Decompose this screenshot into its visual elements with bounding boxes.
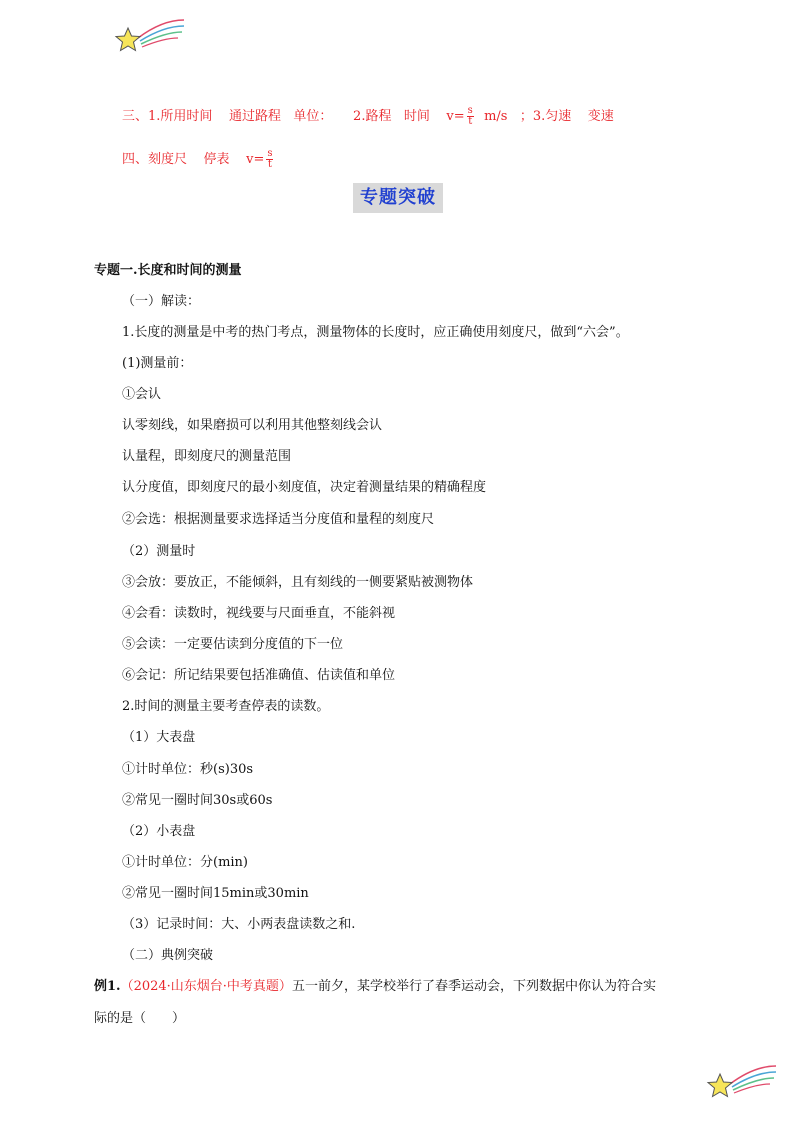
example-source: （2024·山东烟台·中考真题）	[120, 979, 292, 994]
answer-line-4	[122, 148, 275, 170]
answer-4-item2: 停表	[203, 152, 230, 167]
answer-4-v-eq: v=	[246, 152, 265, 167]
body-line: ①计时单位：秒(s)30s	[122, 762, 254, 777]
answer-3-item5: 时间	[403, 109, 430, 124]
body-line: ⑥会记：所记结果要包括准确值、估读值和单位	[122, 668, 396, 683]
body-line: 认零刻线，如果磨损可以利用其他整刻线会认	[122, 418, 383, 433]
body-line: （一）解读：	[122, 294, 201, 309]
example-text-1: 五一前夕，某学校举行了春季运动会，下列数据中你认为符合实	[291, 979, 656, 994]
body-line: ④会看：读数时，视线要与尺面垂直，不能斜视	[122, 606, 396, 621]
body-line: （1）大表盘	[122, 730, 196, 745]
body-line: ①会认	[122, 387, 162, 402]
body-line: （二）典例突破	[122, 948, 214, 963]
body-line: ③会放：要放正，不能倾斜，且有刻线的一侧要紧贴被测物体	[122, 575, 474, 590]
body-line: （2）测量时	[122, 544, 196, 559]
example-1	[94, 975, 656, 994]
answer-3-sep: ；3.匀速	[519, 109, 572, 124]
body-line: 认量程，即刻度尺的测量范围	[122, 449, 292, 464]
fraction-denominator: t	[267, 159, 272, 170]
answer-3-prefix: 三、1.所用时间	[122, 109, 213, 124]
answer-3-unit: m/s	[484, 109, 508, 124]
answer-3-item6: 变速	[587, 109, 614, 124]
body-line: (1)测量前：	[122, 356, 193, 371]
answer-3-fraction	[467, 106, 474, 127]
answer-3-item3: 单位：	[293, 109, 333, 124]
answer-4-prefix: 四、刻度尺	[122, 152, 188, 167]
fraction-denominator: t	[468, 116, 473, 127]
body-line: 2.时间的测量主要考查停表的读数。	[122, 699, 330, 714]
answer-line-3	[122, 105, 614, 127]
section-title: 专题突破	[353, 183, 443, 213]
fraction-numerator: s	[267, 148, 273, 159]
body-line: ②常见一圈时间15min或30min	[122, 886, 309, 901]
body-line: ②会选：根据测量要求选择适当分度值和量程的刻度尺	[122, 512, 435, 527]
answer-4-fraction	[266, 149, 273, 170]
answer-3-v-eq: v=	[446, 109, 465, 124]
answer-3-item4: 2.路程	[353, 109, 392, 124]
shooting-star-icon	[114, 14, 186, 58]
answer-3-item2: 通过路程	[228, 109, 281, 124]
shooting-star-icon	[706, 1060, 778, 1104]
body-line: （2）小表盘	[122, 824, 196, 839]
body-line: 1.长度的测量是中考的热门考点，测量物体的长度时，应正确使用刻度尺，做到“六会”。	[122, 325, 629, 340]
example-1-cont: 际的是（ ）	[94, 1011, 186, 1026]
body-line: 认分度值，即刻度尺的最小刻度值，决定着测量结果的精确程度	[122, 480, 487, 495]
body-line: ①计时单位：分(min)	[122, 855, 249, 870]
body-line: ②常见一圈时间30s或60s	[122, 793, 273, 808]
topic-heading: 专题一.长度和时间的测量	[94, 263, 242, 278]
fraction-numerator: s	[467, 105, 473, 116]
body-line: ⑤会读：一定要估读到分度值的下一位	[122, 637, 344, 652]
example-label: 例1.	[94, 979, 121, 994]
body-line: （3）记录时间：大、小两表盘读数之和.	[122, 917, 356, 932]
